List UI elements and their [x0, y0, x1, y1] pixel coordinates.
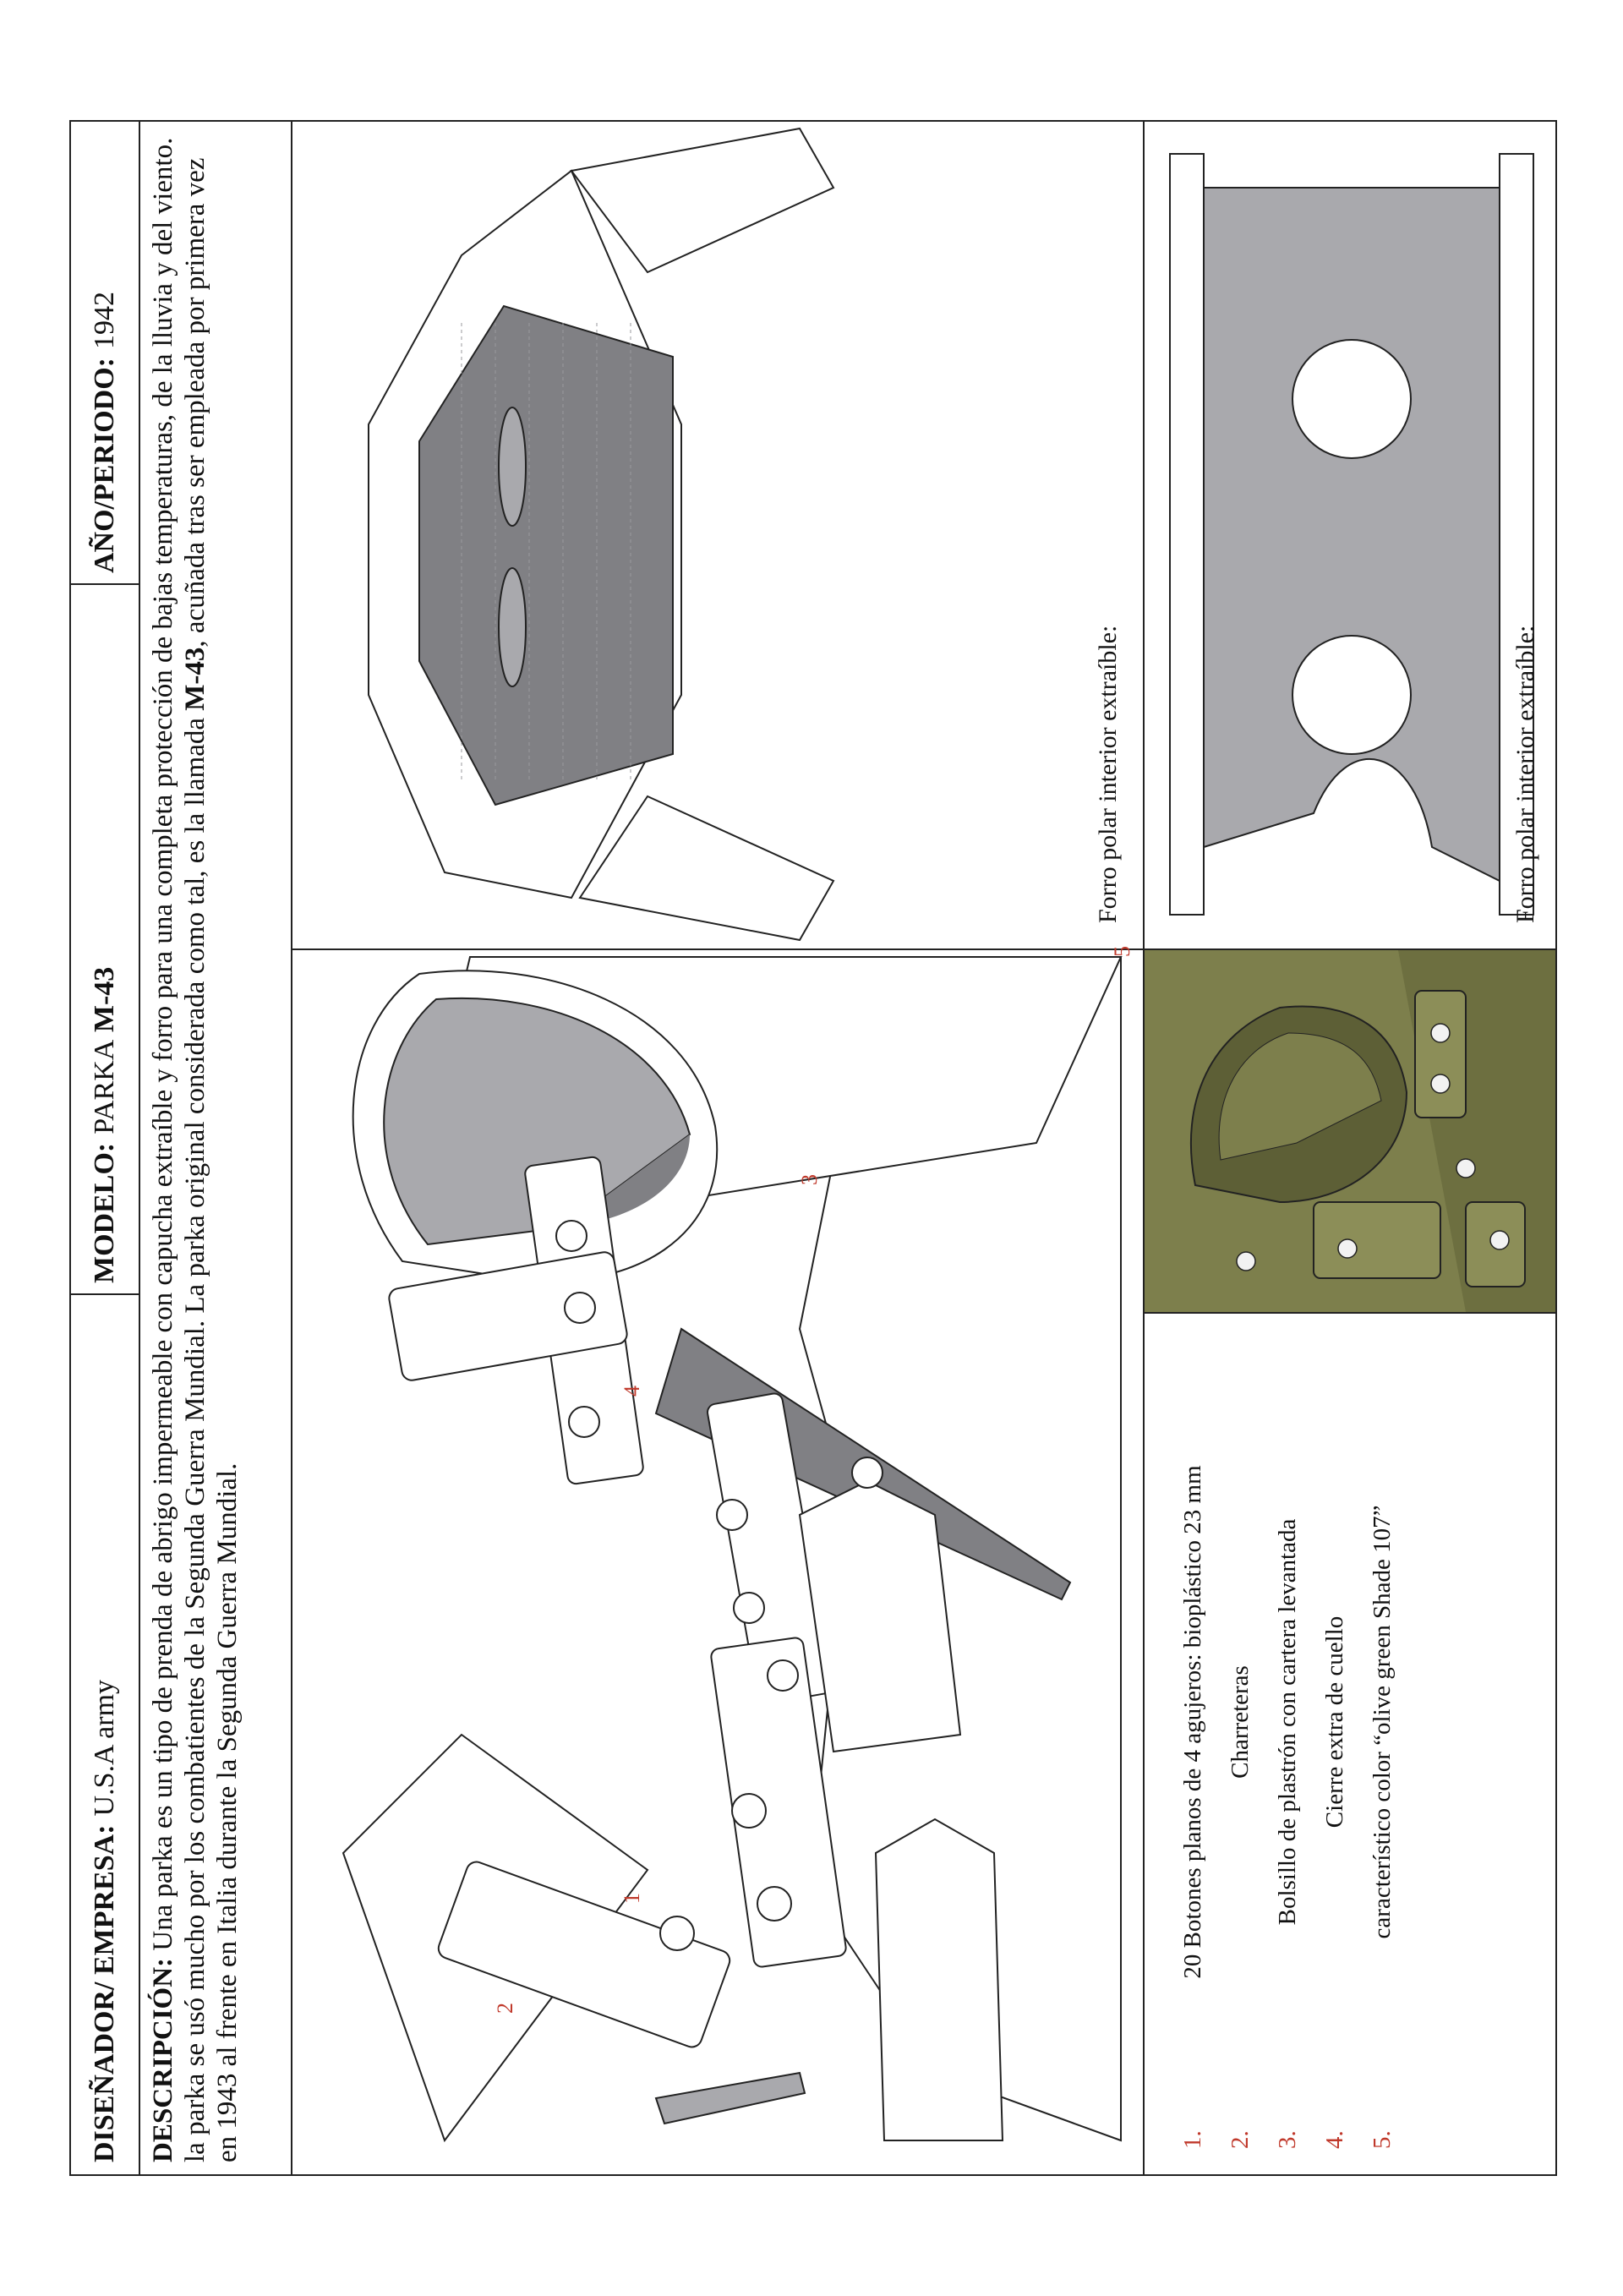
- notes-panel: [1145, 1312, 1557, 2174]
- note-number: 3.: [1274, 2130, 1301, 2149]
- year-cell: [71, 120, 139, 585]
- year-value: 1942: [89, 292, 120, 349]
- notes-list: [1178, 1337, 1415, 2149]
- description-bold: M-43: [180, 647, 210, 711]
- model-value: PARKA: [89, 1039, 120, 1134]
- note-item: [1178, 1337, 1207, 2149]
- lining-flat-label: Forro polar interior extraíble:: [1511, 625, 1539, 923]
- callout-5: 5: [1110, 946, 1134, 957]
- note-text: Charreteras: [1227, 1665, 1254, 1779]
- note-text: Bolsillo de plastrón con cartera levantada: [1274, 1518, 1301, 1926]
- note-number: 2.: [1227, 2130, 1254, 2149]
- callout-4: 4: [620, 1386, 644, 1397]
- description-text-1: Una parka es un tipo de prenda de abrigo impermeable con capucha extraíble y forro para una completa protección de bajas temperaturas, de la lluvia y del viento. la parka se usó mucho por los combatientes de la Segunda Guerra Mundial. La parka original considerada como tal, es la llamada: [148, 137, 210, 2162]
- callout-1: 1: [620, 1893, 644, 1904]
- lower-pocket-flap: [800, 1481, 960, 1752]
- lining-flat-panel: [1145, 120, 1557, 948]
- note-text: 20 Botones planos de 4 agujeros: bioplástico 23 mm: [1179, 1465, 1206, 1979]
- note-number: 1.: [1179, 2130, 1206, 2149]
- lining-flat-drawing: [1145, 122, 1555, 948]
- description-text-2: , acuñada tras ser empleada por primera vez en 1943 al frente en Italia durante la Segunda Guerra Mundial.: [180, 157, 243, 2162]
- color-render-panel: [1145, 948, 1557, 1312]
- front-flat-drawing: [292, 946, 1141, 2174]
- model-label: MODELO:: [89, 1142, 120, 1283]
- designer-cell: [71, 1295, 139, 2174]
- lining-back-label: Forro polar interior extraíble:: [1094, 625, 1122, 923]
- note-text: Cierre extra de cuello: [1321, 1615, 1348, 1829]
- note-number: 4.: [1321, 2130, 1348, 2149]
- note-number: 5.: [1369, 2130, 1396, 2149]
- note-item: [1226, 1337, 1254, 2149]
- olive-parka-render: [1145, 950, 1555, 1312]
- description-label: DESCRIPCIÓN:: [148, 1957, 178, 2162]
- header-rule: [139, 122, 140, 2174]
- model-cell: [71, 585, 139, 1295]
- note-item: [1368, 1337, 1396, 2149]
- designer-label: DISEÑADOR/ EMPRESA:: [89, 1824, 120, 2162]
- front-drawing-panel: [292, 948, 1145, 2174]
- note-text: característico color “olive green Shade 107”: [1369, 1505, 1396, 1939]
- note-item: [1320, 1337, 1349, 2149]
- callout-3: 3: [797, 1174, 822, 1185]
- lining-back-panel: [292, 120, 1145, 948]
- designer-value: U.S.A army: [89, 1679, 120, 1817]
- sheet-frame: [69, 120, 1557, 2176]
- year-label: AÑO/PERIODO:: [89, 358, 120, 573]
- model-value-bold: M-43: [89, 966, 120, 1033]
- chest-pocket-flap: [876, 1819, 1003, 2140]
- note-item: [1273, 1337, 1302, 2149]
- lining-back-drawing: [292, 122, 1141, 948]
- callout-2: 2: [493, 2003, 517, 2014]
- description: [147, 137, 243, 2162]
